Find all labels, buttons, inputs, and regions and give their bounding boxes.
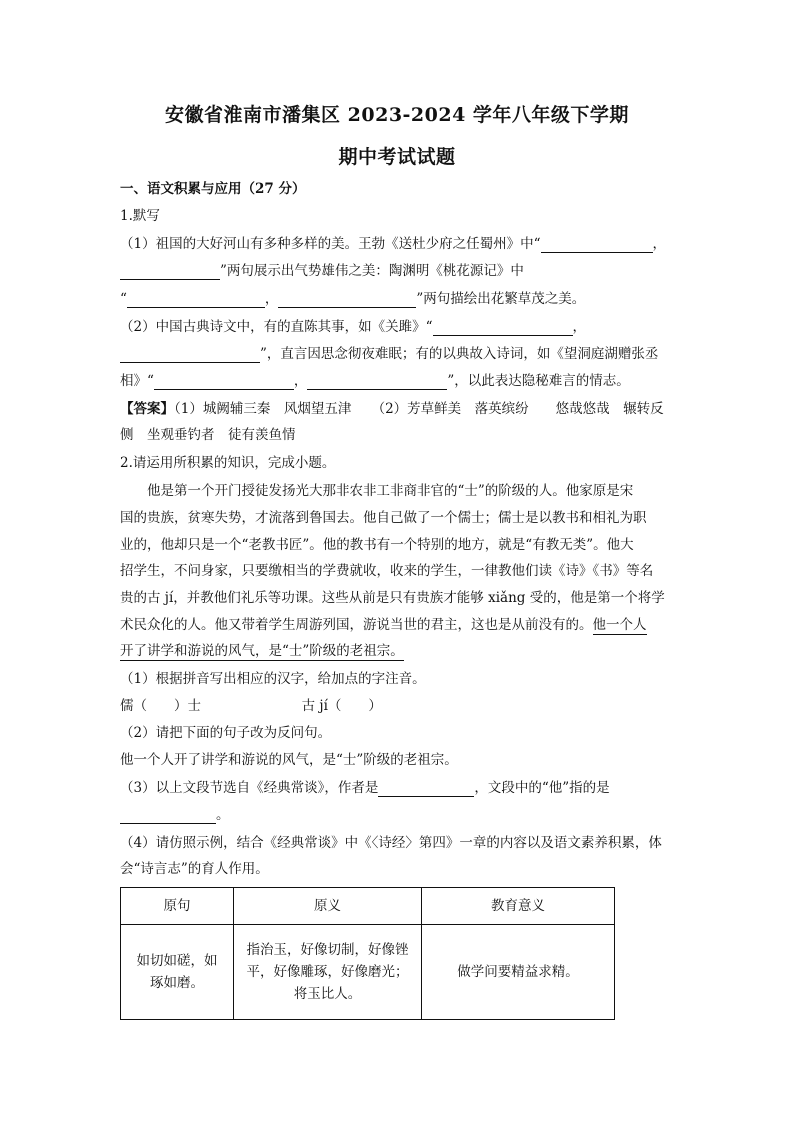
answer-line-2: 侧 坐观垂钓者 徒有羡鱼情	[120, 427, 296, 443]
q1-part1-line2: ”两句展示出气势雄伟之美：陶渊明《桃花源记》中	[120, 262, 680, 280]
table-cell: 如切如磋，如 琢如磨。	[121, 925, 234, 1020]
q1-part2-line1: （2）中国古典诗文中，有的直陈其事，如《关雎》“ ，	[120, 319, 586, 335]
answer-blank[interactable]	[154, 375, 294, 390]
q1-part2-line3: 相》“ ， ”，以此表达隐秘难言的情志。	[120, 373, 630, 389]
answer-blank[interactable]	[278, 293, 416, 308]
pinyin-item: 古 jí（ ）	[301, 698, 382, 714]
passage-line	[120, 642, 680, 661]
passage-line: 招学生，不问身家，只要缴相当的学费就收，收来的学生，一律教他们读《诗》《书》等名	[120, 563, 654, 579]
q1-part2-line2: ”，直言因思念彻夜难眠；有的以典故入诗词，如《望洞庭湖赠张丞	[120, 345, 680, 363]
answer-blank[interactable]	[120, 809, 216, 824]
page-subtitle: 期中考试试题	[338, 146, 456, 168]
page-title: 安徽省淮南市潘集区 2023-2024 学年八年级下学期	[165, 104, 629, 126]
answer-blank[interactable]	[307, 375, 447, 390]
answer-label: 【答案】	[120, 401, 174, 417]
pinyin-item: 儒（ ）士	[120, 698, 201, 714]
q1-part1-line3: “ ， ”两句描绘出花繁草茂之美。	[120, 291, 586, 307]
underlined-sentence: 他一个人	[592, 617, 647, 633]
sub-question-4-line2: 会“诗言志”的育人作用。	[120, 861, 269, 877]
table-header: 原句	[121, 888, 234, 925]
underlined-sentence: 开了讲学和游说的风气，是“士”阶级的老祖宗。	[120, 643, 404, 659]
answer-blank[interactable]	[120, 265, 220, 280]
sub-question-2-sentence: 他一个人开了讲学和游说的风气，是“士”阶级的老祖宗。	[120, 752, 458, 768]
answer-blank[interactable]	[378, 782, 474, 797]
section-heading: 一、语文积累与应用（27 分）	[120, 181, 306, 197]
passage-line: 贵的古 jí，并教他们礼乐等功课。这些从前是只有贵族才能够 xiǎng 受的，他是第一个将学	[120, 590, 665, 606]
sub-question-4-line1: （4）请仿照示例，结合《经典常谈》中《〈诗经〉第四》一章的内容以及语文素养积累，体	[120, 835, 662, 851]
example-table	[120, 887, 615, 1020]
answer-blank[interactable]	[541, 238, 653, 253]
passage-line: 他是第一个开门授徒发扬光大那非农非工非商非官的“士”的阶级的人。他家原是宋	[147, 483, 634, 499]
pinyin-items	[120, 697, 680, 715]
passage-line: 业的，他却只是一个“老教书匠”。他的教书有一个特别的地方，就是“有教无类”。他大	[120, 537, 634, 553]
sub-question-3-line2: 。	[120, 806, 680, 824]
answer-blank[interactable]	[433, 321, 573, 336]
answer-blank[interactable]	[120, 348, 260, 363]
table-header: 教育意义	[422, 888, 615, 925]
q1-part1-line1: （1）祖国的大好河山有多种多样的美。王勃《送杜少府之任蜀州》中“ ，	[120, 236, 666, 252]
table-header-row	[121, 888, 615, 925]
table-cell: 指治玉，好像切制，好像锉 平，好像雕琢，好像磨光； 将玉比人。	[234, 925, 422, 1020]
sub-question-2: （2）请把下面的句子改为反问句。	[120, 725, 332, 741]
table-header: 原义	[234, 888, 422, 925]
question-2-label: 2.请运用所积累的知识，完成小题。	[120, 455, 336, 471]
sub-question-1: （1）根据拼音写出相应的汉字，给加点的字注音。	[120, 671, 426, 687]
passage-line: 国的贵族，贫寒失势，才流落到鲁国去。他自己做了一个儒士；儒士是以教书和相礼为职	[120, 510, 647, 526]
passage-line: 术民众化的人。他又带着学生周游列国，游说当世的君主，这也是从前没有的。他一个人	[120, 617, 647, 633]
answer-line-1: 【答案】（1）城阙辅三秦 风烟望五津 （2）芳草鲜美 落英缤纷 悠哉悠哉 辗转反	[120, 401, 664, 417]
table-cell: 做学问要精益求精。	[422, 925, 615, 1020]
table-row	[121, 925, 615, 1020]
answer-blank[interactable]	[127, 293, 265, 308]
sub-question-3-line1: （3）以上文段节选自《经典常谈》，作者是 ，文段中的“他”指的是	[120, 780, 610, 796]
question-1-label: 1.默写	[120, 208, 160, 224]
